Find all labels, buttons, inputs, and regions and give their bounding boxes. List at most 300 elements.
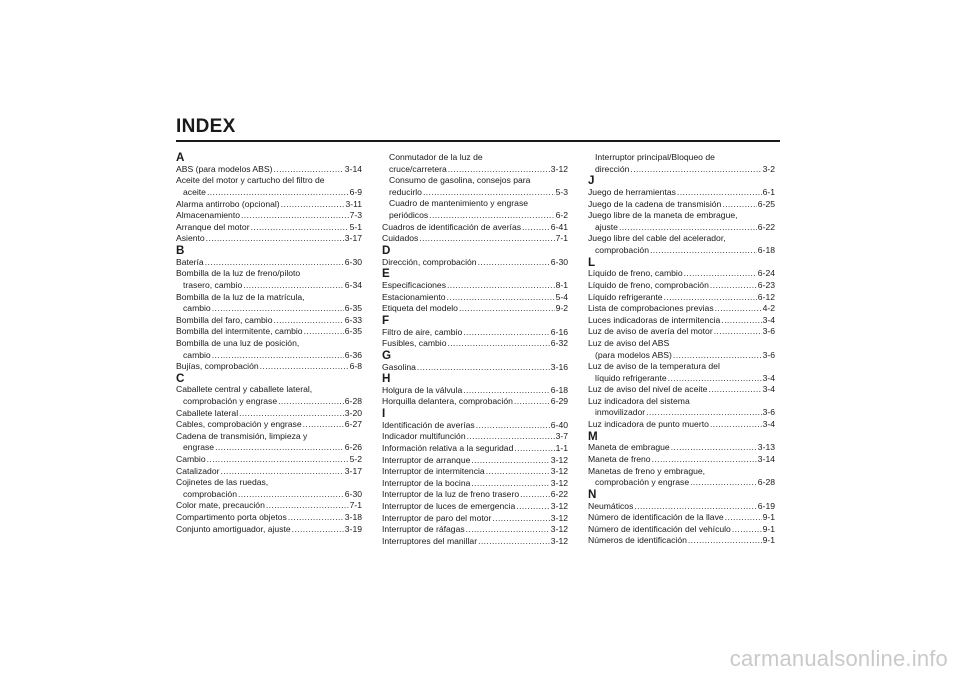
dot-leader bbox=[634, 501, 756, 513]
index-entry[interactable] bbox=[176, 477, 362, 500]
entry-text: Conmutador de la luz de bbox=[389, 152, 483, 162]
index-entry[interactable] bbox=[588, 210, 775, 233]
page-ref[interactable]: 3-12 bbox=[550, 477, 568, 488]
entry-text: Interruptor principal/Bloqueo de bbox=[595, 152, 715, 162]
entry-text: comprobación y engrase bbox=[595, 477, 690, 488]
entry-text: Información relativa a la seguridad bbox=[382, 443, 514, 454]
dot-leader bbox=[619, 222, 757, 234]
page-ref[interactable]: 3-12 bbox=[550, 501, 568, 512]
entry-text: Indicador multifunción bbox=[382, 431, 466, 442]
entry-text: cruce/carretera bbox=[389, 163, 447, 174]
page-ref[interactable]: 3-12 bbox=[550, 163, 568, 174]
dot-leader bbox=[304, 326, 344, 338]
index-entry[interactable] bbox=[588, 280, 775, 292]
dot-leader bbox=[206, 233, 344, 245]
dot-leader bbox=[463, 327, 550, 339]
entry-text: engrase bbox=[183, 442, 215, 453]
index-entry[interactable] bbox=[382, 233, 568, 245]
index-entry[interactable] bbox=[176, 164, 362, 176]
page-ref[interactable]: 6-33 bbox=[344, 314, 362, 325]
entry-text: Cambio bbox=[176, 454, 206, 465]
index-entry[interactable] bbox=[588, 199, 775, 211]
page-ref[interactable]: 6-36 bbox=[344, 349, 362, 360]
entry-text: comprobación bbox=[183, 488, 237, 499]
dot-leader bbox=[486, 466, 550, 478]
page-ref[interactable]: 6-30 bbox=[550, 256, 568, 267]
entry-text: comprobación y engrase bbox=[183, 396, 278, 407]
dot-leader bbox=[238, 489, 344, 501]
index-entry[interactable] bbox=[588, 292, 775, 304]
dot-leader bbox=[684, 268, 757, 280]
page-ref[interactable]: 3-4 bbox=[762, 372, 775, 383]
dot-leader bbox=[673, 350, 762, 362]
index-entry[interactable] bbox=[176, 315, 362, 327]
index-entry[interactable] bbox=[382, 466, 568, 478]
dot-leader bbox=[708, 384, 761, 396]
dot-leader bbox=[266, 500, 349, 512]
index-entry[interactable] bbox=[382, 478, 568, 490]
entry-text: Batería bbox=[176, 256, 204, 267]
page-ref[interactable]: 3-4 bbox=[762, 314, 775, 325]
page-ref[interactable]: 3-12 bbox=[550, 524, 568, 535]
page-ref[interactable]: 6-35 bbox=[344, 303, 362, 314]
page-ref[interactable]: 5-4 bbox=[555, 291, 568, 302]
entry-text: aceite bbox=[183, 186, 206, 197]
entry-text: Neumáticos bbox=[588, 500, 634, 511]
entry-text: Líquido de freno, comprobación bbox=[588, 279, 709, 290]
index-entry[interactable] bbox=[588, 396, 775, 419]
dot-leader bbox=[215, 442, 344, 454]
entry-text: Gasolina bbox=[382, 361, 416, 372]
index-entry[interactable] bbox=[588, 315, 775, 327]
page-ref[interactable]: 4-2 bbox=[762, 303, 775, 314]
page-ref[interactable]: 7-1 bbox=[555, 233, 568, 244]
page-ref[interactable]: 6-12 bbox=[757, 291, 775, 302]
entry-text: Juego libre de la maneta de embrague, bbox=[588, 210, 738, 221]
index-entry[interactable] bbox=[588, 303, 775, 315]
dot-leader bbox=[288, 512, 344, 524]
entry-text: Arranque del motor bbox=[176, 221, 250, 232]
page-ref[interactable]: 3-17 bbox=[344, 465, 362, 476]
entry-text: Bombilla de una luz de posición, bbox=[176, 337, 300, 348]
index-entry[interactable] bbox=[176, 361, 362, 373]
dot-leader bbox=[732, 524, 762, 536]
index-entry[interactable] bbox=[176, 210, 362, 222]
dot-leader bbox=[476, 420, 550, 432]
page-ref[interactable]: 6-29 bbox=[550, 396, 568, 407]
dot-leader bbox=[281, 199, 345, 211]
entry-text: Holgura de la válvula bbox=[382, 384, 463, 395]
entry-text: Lista de comprobaciones previas bbox=[588, 303, 714, 314]
dot-leader bbox=[715, 303, 762, 315]
entry-text: Interruptor de la luz de freno trasero bbox=[382, 489, 520, 500]
index-entry[interactable] bbox=[382, 257, 568, 269]
entry-text: inmovilizador bbox=[595, 407, 646, 418]
entry-text: Asiento bbox=[176, 233, 205, 244]
entry-text: Color mate, precaución bbox=[176, 500, 265, 511]
index-entry[interactable] bbox=[176, 326, 362, 338]
dot-leader bbox=[463, 385, 550, 397]
index-entry[interactable] bbox=[176, 419, 362, 431]
index-entry[interactable] bbox=[176, 292, 362, 315]
dot-leader bbox=[429, 210, 554, 222]
dot-leader bbox=[516, 501, 550, 513]
index-entry[interactable] bbox=[382, 536, 568, 548]
dot-leader bbox=[205, 257, 344, 269]
entry-text: Conjunto amortiguador, ajuste bbox=[176, 523, 291, 534]
index-column-3 bbox=[588, 152, 775, 547]
entry-text: ABS (para modelos ABS) bbox=[176, 163, 273, 174]
entry-text: Luz de aviso de avería del motor bbox=[588, 326, 713, 337]
index-entry[interactable] bbox=[588, 535, 775, 547]
entry-text: dirección bbox=[595, 163, 630, 174]
index-entry[interactable] bbox=[382, 280, 568, 292]
section-letter: C bbox=[176, 371, 185, 385]
section-letter: I bbox=[382, 407, 386, 421]
page-ref[interactable]: 6-23 bbox=[757, 279, 775, 290]
entry-text: Etiqueta del modelo bbox=[382, 303, 458, 314]
entry-text: Líquido de freno, cambio bbox=[588, 268, 683, 279]
index-entry[interactable] bbox=[176, 512, 362, 524]
page-title: INDEX bbox=[176, 116, 236, 137]
page-ref[interactable]: 6-32 bbox=[550, 338, 568, 349]
entry-text: Manetas de freno y embrague, bbox=[588, 465, 706, 476]
index-entry[interactable] bbox=[382, 455, 568, 467]
index-entry[interactable] bbox=[382, 489, 568, 501]
index-entry[interactable] bbox=[588, 466, 775, 489]
dot-leader bbox=[239, 408, 344, 420]
page-ref[interactable]: 6-2 bbox=[555, 209, 568, 220]
dot-leader bbox=[668, 373, 762, 385]
index-entry[interactable] bbox=[588, 512, 775, 524]
index-entry[interactable] bbox=[382, 443, 568, 455]
page-ref[interactable]: 6-9 bbox=[349, 186, 362, 197]
index-entry[interactable] bbox=[588, 361, 775, 384]
page-ref[interactable]: 6-30 bbox=[344, 488, 362, 499]
page-ref[interactable]: 3-12 bbox=[550, 454, 568, 465]
index-entry[interactable] bbox=[382, 524, 568, 536]
page-ref[interactable]: 6-22 bbox=[757, 221, 775, 232]
dot-leader bbox=[650, 245, 757, 257]
page-ref[interactable]: 6-25 bbox=[757, 198, 775, 209]
index-entry[interactable] bbox=[382, 513, 568, 525]
entry-text: Luz de aviso de la temperatura del bbox=[588, 361, 720, 372]
dot-leader bbox=[292, 524, 344, 536]
index-entry[interactable] bbox=[176, 233, 362, 245]
index-entry[interactable] bbox=[176, 454, 362, 466]
entry-text: Interruptor de intermitencia bbox=[382, 466, 485, 477]
dot-leader bbox=[664, 292, 757, 304]
entry-text: Juego de la cadena de transmisión bbox=[588, 198, 722, 209]
page-ref[interactable]: 6-41 bbox=[550, 221, 568, 232]
entry-text: Alarma antirrobo (opcional) bbox=[176, 198, 280, 209]
entry-text: Luz indicadora de punto muerto bbox=[588, 419, 709, 430]
page-ref[interactable]: 3-12 bbox=[550, 512, 568, 523]
entry-text: Cojinetes de las ruedas, bbox=[176, 477, 269, 488]
entry-text: comprobación bbox=[595, 244, 649, 255]
page-ref[interactable]: 3-14 bbox=[757, 454, 775, 465]
entry-text: Luz de aviso del ABS bbox=[588, 337, 670, 348]
entry-text: Bombilla del faro, cambio bbox=[176, 314, 273, 325]
page-ref[interactable]: 6-18 bbox=[550, 384, 568, 395]
index-entry[interactable] bbox=[382, 431, 568, 443]
page-ref[interactable]: 1-1 bbox=[555, 443, 568, 454]
index-entry[interactable] bbox=[382, 362, 568, 374]
index-entry[interactable] bbox=[176, 222, 362, 234]
page-ref[interactable]: 6-28 bbox=[757, 477, 775, 488]
page-ref[interactable]: 3-12 bbox=[550, 466, 568, 477]
page-ref[interactable]: 3-7 bbox=[555, 431, 568, 442]
index-entry[interactable] bbox=[382, 303, 568, 315]
entry-text: Cuadro de mantenimiento y engrase bbox=[389, 198, 529, 209]
entry-text: Números de identificación bbox=[588, 535, 687, 546]
page-ref[interactable]: 6-40 bbox=[550, 419, 568, 430]
index-entry[interactable] bbox=[382, 152, 568, 175]
dot-leader bbox=[630, 164, 761, 176]
page-ref[interactable]: 8-1 bbox=[555, 279, 568, 290]
index-entry[interactable] bbox=[588, 454, 775, 466]
page-ref[interactable]: 3-18 bbox=[344, 512, 362, 523]
index-column-1 bbox=[176, 152, 362, 535]
dot-leader bbox=[478, 536, 550, 548]
page-ref[interactable]: 3-11 bbox=[345, 198, 362, 209]
page-ref[interactable]: 3-19 bbox=[344, 523, 362, 534]
entry-text: Caballete lateral bbox=[176, 407, 239, 418]
dot-leader bbox=[260, 361, 349, 373]
index-entry[interactable] bbox=[588, 524, 775, 536]
index-entry[interactable] bbox=[588, 442, 775, 454]
entry-text: trasero, cambio bbox=[183, 279, 243, 290]
section-letter: E bbox=[382, 267, 390, 281]
entry-text: Bombilla del intermitente, cambio bbox=[176, 326, 303, 337]
index-entry[interactable] bbox=[382, 222, 568, 234]
index-entry[interactable] bbox=[382, 292, 568, 304]
entry-text: Catalizador bbox=[176, 465, 220, 476]
entry-text: Almacenamiento bbox=[176, 210, 241, 221]
entry-text: Número de identificación del vehículo bbox=[588, 523, 731, 534]
entry-text: Luz de aviso del nivel de aceite bbox=[588, 384, 708, 395]
page-ref[interactable]: 6-22 bbox=[550, 489, 568, 500]
page-ref[interactable]: 5-2 bbox=[349, 454, 362, 465]
page-ref[interactable]: 3-2 bbox=[762, 163, 775, 174]
page-ref[interactable]: 6-34 bbox=[344, 279, 362, 290]
index-entry[interactable] bbox=[588, 152, 775, 175]
index-entry[interactable] bbox=[176, 431, 362, 454]
page-ref[interactable]: 3-4 bbox=[762, 419, 775, 430]
page-ref[interactable]: 6-28 bbox=[344, 396, 362, 407]
entry-text: Horquilla delantera, comprobación bbox=[382, 396, 513, 407]
index-entry[interactable] bbox=[382, 385, 568, 397]
index-entry[interactable] bbox=[588, 501, 775, 513]
dot-leader bbox=[710, 280, 757, 292]
page-ref[interactable]: 6-30 bbox=[344, 256, 362, 267]
entry-text: Caballete central y caballete lateral, bbox=[176, 384, 313, 395]
index-entry[interactable] bbox=[176, 257, 362, 269]
index-entry[interactable] bbox=[176, 175, 362, 198]
page-ref[interactable]: 3-13 bbox=[757, 442, 775, 453]
dot-leader bbox=[466, 524, 550, 536]
page-ref[interactable]: 3-6 bbox=[762, 326, 775, 337]
page-ref[interactable]: 6-19 bbox=[757, 500, 775, 511]
index-entry[interactable] bbox=[382, 338, 568, 350]
page-ref[interactable]: 6-16 bbox=[550, 326, 568, 337]
index-entry[interactable] bbox=[588, 419, 775, 431]
page-ref[interactable]: 9-1 bbox=[762, 523, 775, 534]
index-entry[interactable] bbox=[176, 199, 362, 211]
entry-text: cambio bbox=[183, 303, 211, 314]
page-ref[interactable]: 6-24 bbox=[757, 268, 775, 279]
entry-text: periódicos bbox=[389, 209, 429, 220]
entry-text: Aceite del motor y cartucho del filtro de bbox=[176, 175, 325, 186]
index-entry[interactable] bbox=[176, 408, 362, 420]
page-ref[interactable]: 7-1 bbox=[349, 500, 362, 511]
index-entry[interactable] bbox=[382, 327, 568, 339]
index-entry[interactable] bbox=[588, 338, 775, 361]
index-entry[interactable] bbox=[588, 187, 775, 199]
index-entry[interactable] bbox=[588, 268, 775, 280]
section-letter: F bbox=[382, 313, 390, 327]
page-ref[interactable]: 3-12 bbox=[550, 535, 568, 546]
entry-text: Interruptor de arranque bbox=[382, 454, 471, 465]
dot-leader bbox=[448, 164, 550, 176]
entry-text: Líquido refrigerante bbox=[588, 291, 663, 302]
page-ref[interactable]: 9-2 bbox=[555, 303, 568, 314]
section-letter: M bbox=[588, 429, 598, 443]
index-entry[interactable] bbox=[176, 268, 362, 291]
index-entry[interactable] bbox=[176, 384, 362, 407]
index-entry[interactable] bbox=[382, 175, 568, 198]
dot-leader bbox=[690, 477, 757, 489]
dot-leader bbox=[212, 303, 344, 315]
page-ref[interactable]: 3-6 bbox=[762, 349, 775, 360]
entry-text: Filtro de aire, cambio bbox=[382, 326, 463, 337]
entry-text: Identificación de averías bbox=[382, 419, 475, 430]
dot-leader bbox=[471, 455, 549, 467]
entry-text: Juego libre del cable del acelerador, bbox=[588, 233, 726, 244]
page-ref[interactable]: 3-4 bbox=[762, 384, 775, 395]
dot-leader bbox=[522, 222, 550, 234]
index-entry[interactable] bbox=[588, 326, 775, 338]
dot-leader bbox=[207, 187, 349, 199]
dot-leader bbox=[447, 338, 549, 350]
dot-leader bbox=[714, 326, 762, 338]
entry-text: Cables, comprobación y engrase bbox=[176, 419, 302, 430]
page-ref[interactable]: 7-3 bbox=[349, 210, 362, 221]
entry-text: cambio bbox=[183, 349, 211, 360]
dot-leader bbox=[646, 407, 761, 419]
dot-leader bbox=[220, 466, 343, 478]
entry-text: Bujías, comprobación bbox=[176, 361, 259, 372]
entry-text: Interruptores del manillar bbox=[382, 535, 478, 546]
section-letter: H bbox=[382, 372, 391, 386]
dot-leader bbox=[492, 513, 549, 525]
dot-leader bbox=[721, 315, 761, 327]
index-entry[interactable] bbox=[176, 466, 362, 478]
dot-leader bbox=[467, 431, 555, 443]
entry-text: Interruptor de paro del motor bbox=[382, 512, 492, 523]
dot-leader bbox=[478, 257, 550, 269]
index-entry[interactable] bbox=[382, 198, 568, 221]
entry-text: Bombilla de la luz de freno/piloto bbox=[176, 268, 301, 279]
page-ref[interactable]: 6-8 bbox=[349, 361, 362, 372]
entry-text: Interruptor de luces de emergencia bbox=[382, 501, 516, 512]
page-ref[interactable]: 3-6 bbox=[762, 407, 775, 418]
index-entry[interactable] bbox=[176, 338, 362, 361]
page-ref[interactable]: 3-20 bbox=[344, 407, 362, 418]
entry-text: Número de identificación de la llave bbox=[588, 512, 724, 523]
dot-leader bbox=[652, 454, 757, 466]
page-ref[interactable]: 3-16 bbox=[550, 361, 568, 372]
page-ref[interactable]: 6-26 bbox=[344, 442, 362, 453]
entry-text: Fusibles, cambio bbox=[382, 338, 447, 349]
index-entry[interactable] bbox=[382, 420, 568, 432]
dot-leader bbox=[520, 489, 550, 501]
index-entry[interactable] bbox=[382, 396, 568, 408]
dot-leader bbox=[274, 164, 344, 176]
dot-leader bbox=[447, 292, 555, 304]
dot-leader bbox=[278, 396, 344, 408]
index-entry[interactable] bbox=[382, 501, 568, 513]
dot-leader bbox=[514, 443, 554, 455]
entry-text: Luz indicadora del sistema bbox=[588, 395, 690, 406]
index-entry[interactable] bbox=[176, 500, 362, 512]
dot-leader bbox=[722, 199, 757, 211]
page-ref[interactable]: 9-1 bbox=[762, 535, 775, 546]
page-ref[interactable]: 5-1 bbox=[349, 221, 362, 232]
dot-leader bbox=[725, 512, 762, 524]
entry-text: ajuste bbox=[595, 221, 618, 232]
dot-leader bbox=[303, 419, 344, 431]
page-ref[interactable]: 6-18 bbox=[757, 244, 775, 255]
page-ref[interactable]: 3-14 bbox=[344, 163, 362, 174]
entry-text: Especificaciones bbox=[382, 279, 447, 290]
dot-leader bbox=[688, 535, 762, 547]
entry-text: Maneta de embrague bbox=[588, 442, 670, 453]
page-ref[interactable]: 5-3 bbox=[555, 186, 568, 197]
entry-text: reducirlo bbox=[389, 186, 422, 197]
section-letter: L bbox=[588, 255, 596, 269]
entry-text: Cadena de transmisión, limpieza y bbox=[176, 430, 308, 441]
dot-leader bbox=[423, 187, 555, 199]
section-letter: N bbox=[588, 487, 597, 501]
dot-leader bbox=[241, 210, 349, 222]
dot-leader bbox=[514, 396, 550, 408]
page-ref[interactable]: 6-27 bbox=[344, 419, 362, 430]
page-ref[interactable]: 6-1 bbox=[762, 186, 775, 197]
entry-text: Juego de herramientas bbox=[588, 186, 676, 197]
entry-text: Maneta de freno bbox=[588, 454, 651, 465]
section-letter: B bbox=[176, 243, 185, 257]
dot-leader bbox=[419, 233, 554, 245]
entry-text: Compartimento porta objetos bbox=[176, 512, 287, 523]
section-letter: J bbox=[588, 174, 595, 188]
entry-text: Cuadros de identificación de averías bbox=[382, 221, 522, 232]
dot-leader bbox=[710, 419, 762, 431]
dot-leader bbox=[274, 315, 344, 327]
section-letter: A bbox=[176, 151, 185, 164]
index-entry[interactable] bbox=[588, 384, 775, 396]
title-rule bbox=[176, 140, 780, 142]
entry-text: (para modelos ABS) bbox=[595, 349, 672, 360]
site-watermark: carmanualsonline.info bbox=[729, 646, 948, 671]
section-letter: G bbox=[382, 348, 392, 362]
index-entry[interactable] bbox=[588, 233, 775, 256]
dot-leader bbox=[447, 280, 555, 292]
page-ref[interactable]: 3-17 bbox=[344, 233, 362, 244]
index-entry[interactable] bbox=[176, 524, 362, 536]
page-ref[interactable]: 6-35 bbox=[344, 326, 362, 337]
page-ref[interactable]: 9-1 bbox=[762, 512, 775, 523]
